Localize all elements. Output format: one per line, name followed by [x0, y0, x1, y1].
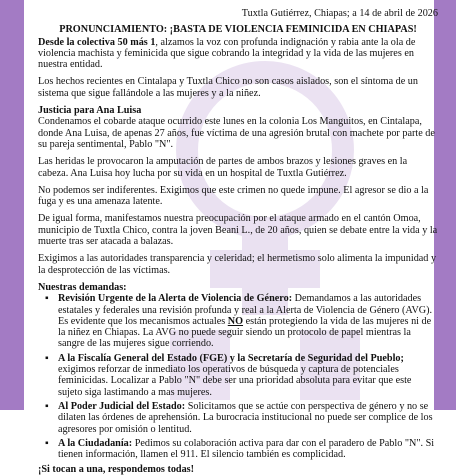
pronouncement-text — [38, 8, 438, 476]
demand-emphasis: NO — [227, 315, 244, 327]
date-line: Tuxtla Gutiérrez, Chiapas; a 14 de abril de 2026 — [241, 8, 438, 19]
paragraph-2: Los hechos recientes en Cintalapa y Tuxtla Chico no son casos aislados, son el síntoma de un sistema que sigue fallándole a las mujeres y a la niñez. — [38, 76, 418, 99]
demand-title: A la Fiscalía General del Estado (FGE) y la Secretaría de Seguridad del Pueblo; — [58, 352, 404, 364]
document-title: PRONUNCIAMIENTO: ¡BASTA DE VIOLENCIA FEMINICIDA EN CHIAPAS! — [59, 24, 417, 36]
paragraph-3: Condenamos el cobarde ataque ocurrido este lunes en la colonia Los Manguitos, en Cintalapa, donde Ana Luisa, de apenas 27 años, fue víctima de una agresión brutal con machete por parte de su pareja sentimental, Pablo "N". — [38, 116, 435, 150]
demand-text: Pedimos su colaboración activa para dar con el paradero de Pablo "N". Si tienen información, llamen el 911. El silencio también es complicidad. — [58, 437, 435, 461]
justice-heading: Justicia para Ana Luisa — [38, 105, 142, 117]
intro-paragraph — [38, 37, 438, 71]
demand-item — [58, 401, 438, 435]
demand-text: exigimos reforzar de inmediato los operativos de búsqueda y captura de potenciales feminicidas. Localizar a Pablo "N" debe ser una prioridad absoluta para evitar que este sujeto siga lastimando a mas mujeres. — [58, 364, 412, 398]
demand-text: Demandamos a las autoridades estatales y federales una revisión profunda y real a la Alerta de Violencia de Género (AVG). Es evidente que los mecanismos actuales — [58, 293, 433, 327]
collective-name: Desde la colectiva 50 más 1 — [38, 36, 156, 48]
paragraph-4: Las heridas le provocaron la amputación de partes de ambos brazos y lesiones graves en la cabeza. Ana Luisa hoy lucha por su vida en un hospital de Tuxtla Gutiérrez. — [38, 156, 408, 179]
demand-title: Revisión Urgente de la Alerta de Violencia de Género: — [58, 293, 293, 305]
demand-item — [58, 438, 438, 461]
closing-line: ¡Si tocan a una, respondemos todas! — [38, 464, 195, 476]
paragraph-7: Exigimos a las autoridades transparencia y celeridad; el hermetismo solo alimenta la impunidad y la desprotección de las víctimas. — [38, 253, 437, 276]
demands-list — [38, 293, 438, 460]
intro-text: , alzamos la voz con profunda indignación y rabia ante la ola de violencia machista y feminicida que sigue cobrando la integridad y la vida de las mujeres en nuestra entidad. — [38, 36, 416, 71]
left-purple-band — [0, 0, 24, 410]
demand-title: A la Ciudadanía: — [58, 437, 133, 449]
demand-item — [58, 293, 438, 349]
demand-title: Al Poder Judicial del Estado: — [58, 400, 186, 412]
paragraph-5: No podemos ser indiferentes. Exigimos que este crimen no quede impune. El agresor se dio a la fuga y es una amenaza latente. — [38, 184, 429, 208]
demands-heading: Nuestras demandas: — [38, 281, 127, 293]
demand-item — [58, 353, 438, 398]
demand-text: Solicitamos que se actúe con perspectiva de género y no se dilaten las órdenes de aprehensión. La burocracia institucional no puede ser complice de los agresores por omisión o lentitud. — [58, 400, 433, 435]
paragraph-6: De igual forma, manifestamos nuestra preocupación por el ataque armado en el cantón Omoa, municipio de Tuxtla Chico, contra la joven Beani L., de 20 años, quien se debate entre la vida y la muerte tras ser atacada a balazas. — [38, 213, 438, 248]
demand-text-cont: están protegiendo la vida de las mujeres ni de la niñez en Chiapas. La AVG no puede seguir siendo un protocolo de papel mientras la sangre de las mujeres sigue corriendo. — [58, 315, 432, 350]
